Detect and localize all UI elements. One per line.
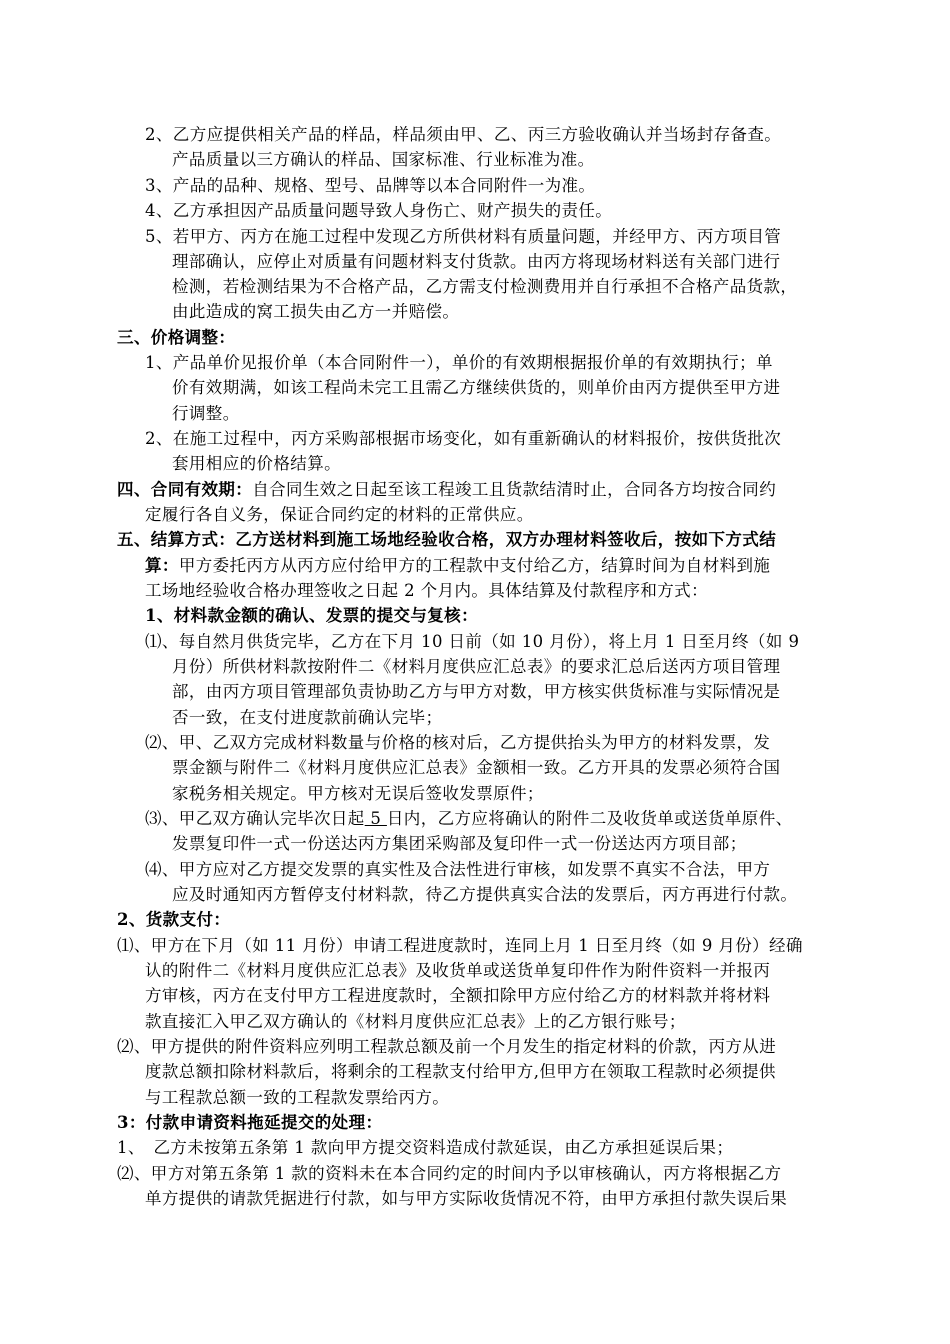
paragraph-line bbox=[0, 350, 910, 375]
underlined-days-value: 5 bbox=[364, 809, 387, 828]
text: 套用相应的价格结算。 bbox=[172, 454, 341, 473]
paragraph-line bbox=[0, 198, 910, 223]
text: 认的附件二《材料月度供应汇总表》及收货单或送货单复印件作为附件资料一并报丙 bbox=[145, 961, 771, 980]
subsection-heading bbox=[0, 907, 910, 932]
paragraph-line bbox=[0, 831, 910, 856]
paragraph-line bbox=[0, 147, 910, 172]
paragraph-line bbox=[0, 755, 910, 780]
text: 与工程款总额一致的工程款发票给丙方。 bbox=[145, 1088, 450, 1107]
text: 票金额与附件二《材料月度供应汇总表》金额相一致。乙方开具的发票必须符合国 bbox=[172, 758, 781, 777]
text: ⑴、甲方在下月（如 11 月份）申请工程进度款时，连同上月 1 日至月终（如 9 月份）经确 bbox=[117, 936, 803, 955]
text: 3、产品的品种、规格、型号、品牌等以本合同附件一为准。 bbox=[145, 176, 596, 195]
paragraph-line bbox=[0, 249, 910, 274]
text: 定履行各自义务，保证合同约定的材料的正常供应。 bbox=[145, 505, 534, 524]
text: ⑷、甲方应对乙方提交发票的真实性及合法性进行审核，如发票不真实不合法，甲方 bbox=[145, 860, 771, 879]
subsection-heading bbox=[0, 603, 910, 628]
section-heading: 算： bbox=[145, 556, 179, 575]
text: 月份）所供材料款按附件二《材料月度供应汇总表》的要求汇总后送丙方项目管理 bbox=[172, 657, 781, 676]
text: 款直接汇入甲乙双方确认的《材料月度供应汇总表》上的乙方银行账号； bbox=[145, 1012, 686, 1031]
paragraph-line bbox=[0, 553, 910, 578]
paragraph-line bbox=[0, 224, 910, 249]
paragraph-line bbox=[0, 173, 910, 198]
text: 理部确认，应停止对质量有问题材料支付货款。由丙方将现场材料送有关部门进行 bbox=[172, 252, 781, 271]
text: 家税务相关规定。甲方核对无误后签收发票原件； bbox=[172, 784, 544, 803]
paragraph-line bbox=[0, 375, 910, 400]
paragraph-line bbox=[0, 477, 910, 502]
text: ⑴、每自然月供货完毕，乙方在下月 10 日前（如 10 月份），将上月 1 日至月终（如 9 bbox=[145, 632, 800, 651]
section-heading bbox=[0, 527, 910, 552]
text: 3：付款申请资料拖延提交的处理： bbox=[117, 1113, 383, 1132]
paragraph-line bbox=[0, 730, 910, 755]
paragraph-line bbox=[0, 1085, 910, 1110]
text: 单方提供的请款凭据进行付款，如与甲方实际收货情况不符，由甲方承担付款失误后果 bbox=[145, 1189, 788, 1208]
text: 日内，乙方应将确认的附件二及收货单或送货单原件、 bbox=[386, 809, 793, 828]
text: 2、乙方应提供相关产品的样品，样品须由甲、乙、丙三方验收确认并当场封存备查。 bbox=[145, 125, 782, 144]
paragraph-line bbox=[0, 502, 910, 527]
paragraph-line bbox=[0, 1135, 910, 1160]
text: ⑵、甲方提供的附件资料应列明工程款总额及前一个月发生的指定材料的价款，丙方从进 bbox=[117, 1037, 777, 1056]
text: 部，由丙方项目管理部负责协助乙方与甲方对数，甲方核实供货标准与实际情况是 bbox=[172, 682, 781, 701]
paragraph-line bbox=[0, 882, 910, 907]
paragraph-line bbox=[0, 654, 910, 679]
text: 三、价格调整： bbox=[117, 328, 236, 347]
text: 检测，若检测结果为不合格产品，乙方需支付检测费用并自行承担不合格产品货款， bbox=[172, 277, 798, 296]
text: 应及时通知丙方暂停支付材料款，待乙方提供真实合法的发票后，丙方再进行付款。 bbox=[172, 885, 798, 904]
text: 甲方委托丙方从丙方应付给甲方的工程款中支付给乙方，结算时间为自材料到施 bbox=[178, 556, 771, 575]
text: 2、货款支付： bbox=[117, 910, 231, 929]
paragraph-line bbox=[0, 781, 910, 806]
paragraph-line bbox=[0, 122, 910, 147]
paragraph-line bbox=[0, 958, 910, 983]
section-heading: 四、合同有效期： bbox=[117, 480, 253, 499]
paragraph-line bbox=[0, 629, 910, 654]
paragraph-line bbox=[0, 983, 910, 1008]
text: 1、产品单价见报价单（本合同附件一），单价的有效期根据报价单的有效期执行；单 bbox=[145, 353, 773, 372]
paragraph-line bbox=[0, 299, 910, 324]
text: 工场地经验收合格办理签收之日起 2 个月内。具体结算及付款程序和方式： bbox=[145, 581, 708, 600]
text: ⑵、甲方对第五条第 1 款的资料未在本合同约定的时间内予以审核确认，丙方将根据乙方 bbox=[117, 1164, 782, 1183]
paragraph-line bbox=[0, 933, 910, 958]
text: 5、若甲方、丙方在施工过程中发现乙方所供材料有质量问题，并经甲方、丙方项目管 bbox=[145, 227, 782, 246]
paragraph-line bbox=[0, 857, 910, 882]
text: 2、在施工过程中，丙方采购部根据市场变化，如有重新确认的材料报价，按供货批次 bbox=[145, 429, 782, 448]
paragraph-line bbox=[0, 1186, 910, 1211]
paragraph-line bbox=[0, 274, 910, 299]
text: ⑵、甲、乙双方完成材料数量与价格的核对后，乙方提供抬头为甲方的材料发票，发 bbox=[145, 733, 771, 752]
text: 1、材料款金额的确认、发票的提交与复核： bbox=[145, 606, 478, 625]
text: 1、 乙方未按第五条第 1 款向甲方提交资料造成付款延误，由乙方承担延误后果； bbox=[117, 1138, 734, 1157]
paragraph-line bbox=[0, 679, 910, 704]
text: 价有效期满，如该工程尚未完工且需乙方继续供货的，则单价由丙方提供至甲方进 bbox=[172, 378, 781, 397]
section-heading bbox=[0, 325, 910, 350]
subsection-heading bbox=[0, 1110, 910, 1135]
text: 否一致，在支付进度款前确认完毕； bbox=[172, 708, 443, 727]
paragraph-line bbox=[0, 426, 910, 451]
paragraph-line bbox=[0, 451, 910, 476]
text: 自合同生效之日起至该工程竣工且货款结清时止，合同各方均按合同约 bbox=[252, 480, 777, 499]
paragraph-line bbox=[0, 705, 910, 730]
paragraph-line bbox=[0, 806, 910, 831]
paragraph-line bbox=[0, 578, 910, 603]
text: ⑶、甲乙双方确认完毕次日起 bbox=[145, 809, 365, 828]
paragraph-line bbox=[0, 1009, 910, 1034]
paragraph-line bbox=[0, 1059, 910, 1084]
text: 由此造成的窝工损失由乙方一并赔偿。 bbox=[172, 302, 460, 321]
text: 产品质量以三方确认的样品、国家标准、行业标准为准。 bbox=[172, 150, 595, 169]
paragraph-line bbox=[0, 401, 910, 426]
text: 发票复印件一式一份送达丙方集团采购部及复印件一式一份送达丙方项目部； bbox=[172, 834, 747, 853]
text: 五、结算方式：乙方送材料到施工场地经验收合格，双方办理材料签收后，按如下方式结 bbox=[117, 530, 777, 549]
text: 方审核，丙方在支付甲方工程进度款时，全额扣除甲方应付给乙方的材料款并将材料 bbox=[145, 986, 771, 1005]
text: 4、乙方承担因产品质量问题导致人身伤亡、财产损失的责任。 bbox=[145, 201, 613, 220]
text: 行调整。 bbox=[172, 404, 240, 423]
paragraph-line bbox=[0, 1034, 910, 1059]
paragraph-line bbox=[0, 1161, 910, 1186]
text: 度款总额扣除材料款后，将剩余的工程款支付给甲方,但甲方在领取工程款时必须提供 bbox=[145, 1062, 776, 1081]
